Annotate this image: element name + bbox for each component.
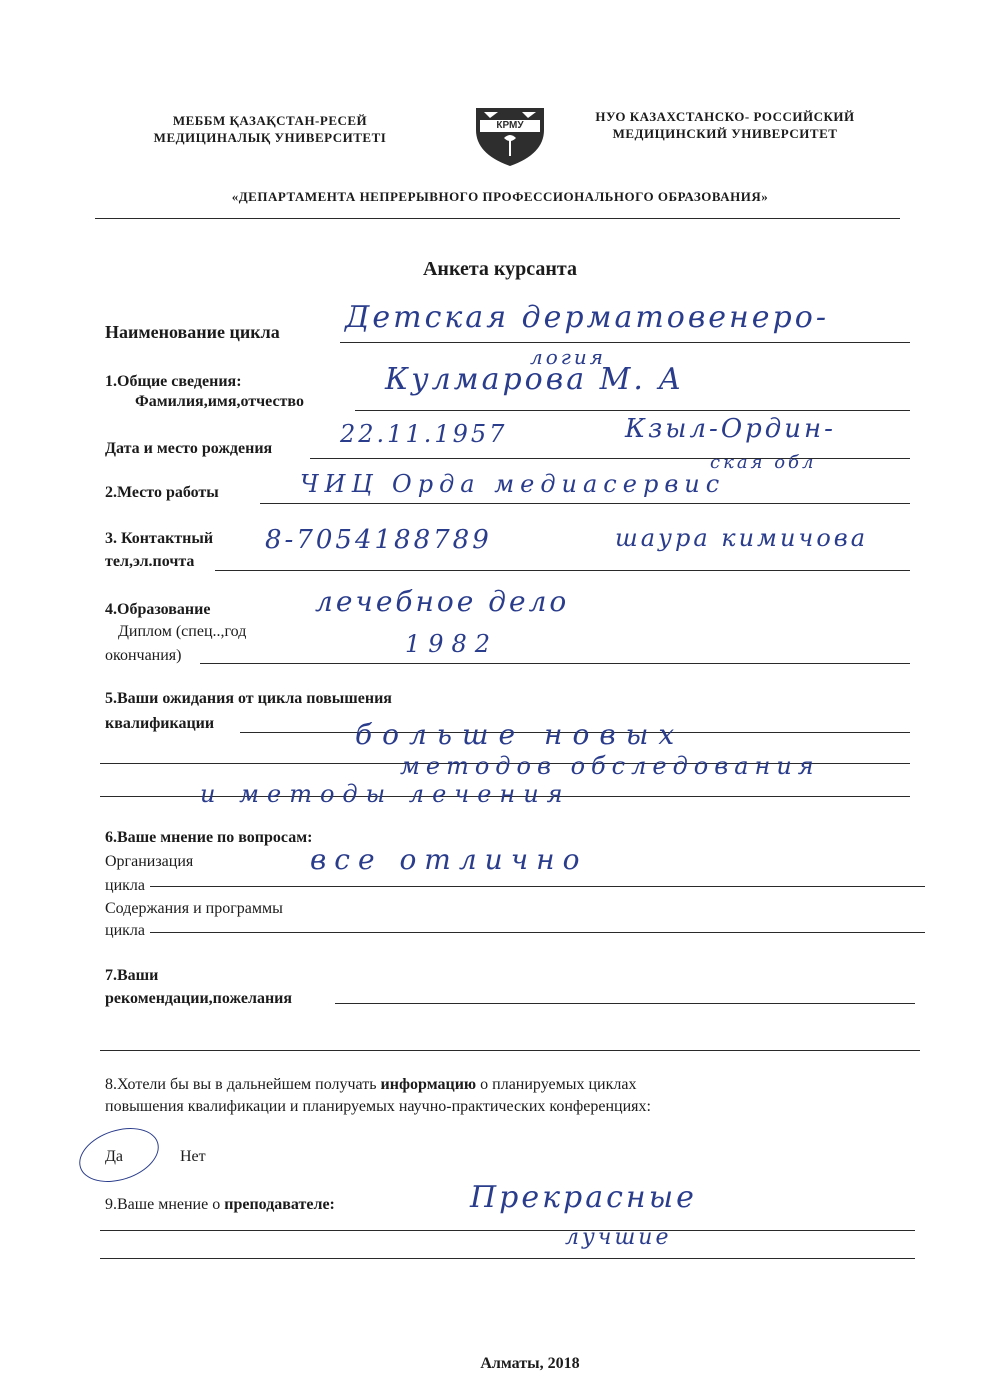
yes-selected-circle — [72, 1119, 165, 1192]
opinion-label: 6.Ваше мнение по вопросам: — [105, 829, 313, 846]
teacher-label-bold: преподавателе: — [224, 1196, 335, 1213]
organization-answer[interactable]: все отлично — [310, 843, 588, 876]
logo-text: КРМУ — [496, 120, 524, 131]
teacher-line-2 — [100, 1258, 915, 1259]
expectations-label-1: 5.Ваши ожидания от цикла повышения — [105, 690, 392, 707]
question-8-bold: информацию — [380, 1076, 477, 1093]
content-label-2: цикла — [105, 922, 145, 939]
cycle-name-answer-2[interactable]: логия — [530, 345, 607, 369]
work-label: 2.Место работы — [105, 484, 219, 501]
birth-place-answer-2[interactable]: ская обл — [710, 452, 817, 473]
phone-answer[interactable]: 8-7054188789 — [265, 525, 492, 555]
question-8-suffix: о планируемых циклах — [476, 1076, 637, 1093]
university-logo — [470, 104, 550, 168]
university-name-ru — [575, 108, 875, 142]
education-label: 4.Образование — [105, 601, 211, 618]
work-line — [260, 503, 910, 504]
general-info-label: 1.Общие сведения: — [105, 373, 242, 390]
organization-line — [150, 886, 925, 887]
organization-label-2: цикла — [105, 877, 145, 894]
teacher-answer-1[interactable]: Прекрасные — [470, 1180, 697, 1215]
expectations-answer-1[interactable]: больше новых — [355, 718, 685, 751]
teacher-answer-2[interactable]: лучшие — [565, 1225, 672, 1250]
cycle-name-answer-1[interactable]: Детская дерматовенеро- — [345, 300, 829, 335]
contact-line — [215, 570, 910, 571]
contact-label-2: тел,эл.почта — [105, 553, 195, 570]
fio-line — [355, 410, 910, 411]
university-name-ru-line2: МЕДИЦИНСКИЙ УНИВЕРСИТЕТ — [612, 126, 838, 141]
diploma-label-2: окончания) — [105, 647, 182, 664]
content-line — [150, 932, 925, 933]
contact-label-1: 3. Контактный — [105, 530, 214, 547]
form-title: Анкета курсанта — [422, 258, 577, 280]
cycle-name-label: Наименование цикла — [105, 322, 280, 342]
question-8-prefix: 8.Хотели бы вы в дальнейшем получать — [105, 1076, 381, 1093]
email-answer[interactable]: шаура кимичова — [615, 524, 869, 552]
expectations-answer-2[interactable]: методов обследования — [400, 752, 820, 780]
department-name: «ДЕПАРТАМЕНТА НЕПРЕРЫВНОГО ПРОФЕССИОНАЛЬНОГО ОБРАЗОВАНИЯ» — [231, 189, 769, 204]
expectations-label-2: квалификации — [105, 715, 215, 732]
graduation-year-answer[interactable]: 1982 — [405, 630, 499, 658]
header-divider — [95, 218, 900, 219]
no-option[interactable]: Нет — [180, 1148, 206, 1165]
question-8-line-2: повышения квалификации и планируемых научно-практических конференциях: — [105, 1098, 651, 1115]
birth-date-answer[interactable]: 22.11.1957 — [340, 420, 508, 448]
birth-line — [310, 458, 910, 459]
university-name-ru-line1: НУО КАЗАХСТАНСКО- РОССИЙСКИЙ — [595, 109, 855, 124]
teacher-label-prefix: 9.Ваше мнение о — [105, 1196, 225, 1213]
yes-option[interactable]: Да — [105, 1148, 124, 1165]
teacher-opinion-label — [105, 1196, 335, 1214]
teacher-line-1 — [100, 1230, 915, 1231]
birth-label: Дата и место рождения — [105, 440, 273, 457]
content-label-1: Содержания и программы — [105, 900, 283, 917]
university-name-kz-line1: МЕББМ ҚАЗАҚСТАН-РЕСЕЙ — [172, 113, 368, 128]
work-answer[interactable]: ЧИЦ Орда медиасервис — [300, 470, 726, 498]
recommendations-label-2: рекомендации,пожелания — [105, 990, 293, 1007]
question-8-line-1 — [105, 1076, 636, 1094]
footer-city-year: Алматы, 2018 — [480, 1355, 580, 1372]
diploma-label-1: Диплом (спец..,год — [118, 623, 247, 640]
recommendations-line-2 — [100, 1050, 920, 1051]
education-answer[interactable]: лечебное дело — [315, 585, 570, 618]
cycle-name-line — [340, 342, 910, 343]
fio-answer[interactable]: Кулмарова М. А — [385, 362, 685, 397]
education-line — [200, 663, 910, 664]
fio-label: Фамилия,имя,отчество — [135, 393, 304, 410]
recommendations-line-1 — [335, 1003, 915, 1004]
recommendations-label-1: 7.Ваши — [105, 967, 159, 984]
expectations-answer-3[interactable]: и методы лечения — [200, 780, 571, 808]
university-name-kz-line2: МЕДИЦИНАЛЫҚ УНИВЕРСИТЕТІ — [153, 130, 387, 145]
organization-label-1: Организация — [105, 853, 194, 870]
birth-place-answer-1[interactable]: Кзыл-Ордин- — [625, 414, 836, 444]
university-name-kz — [120, 112, 420, 146]
